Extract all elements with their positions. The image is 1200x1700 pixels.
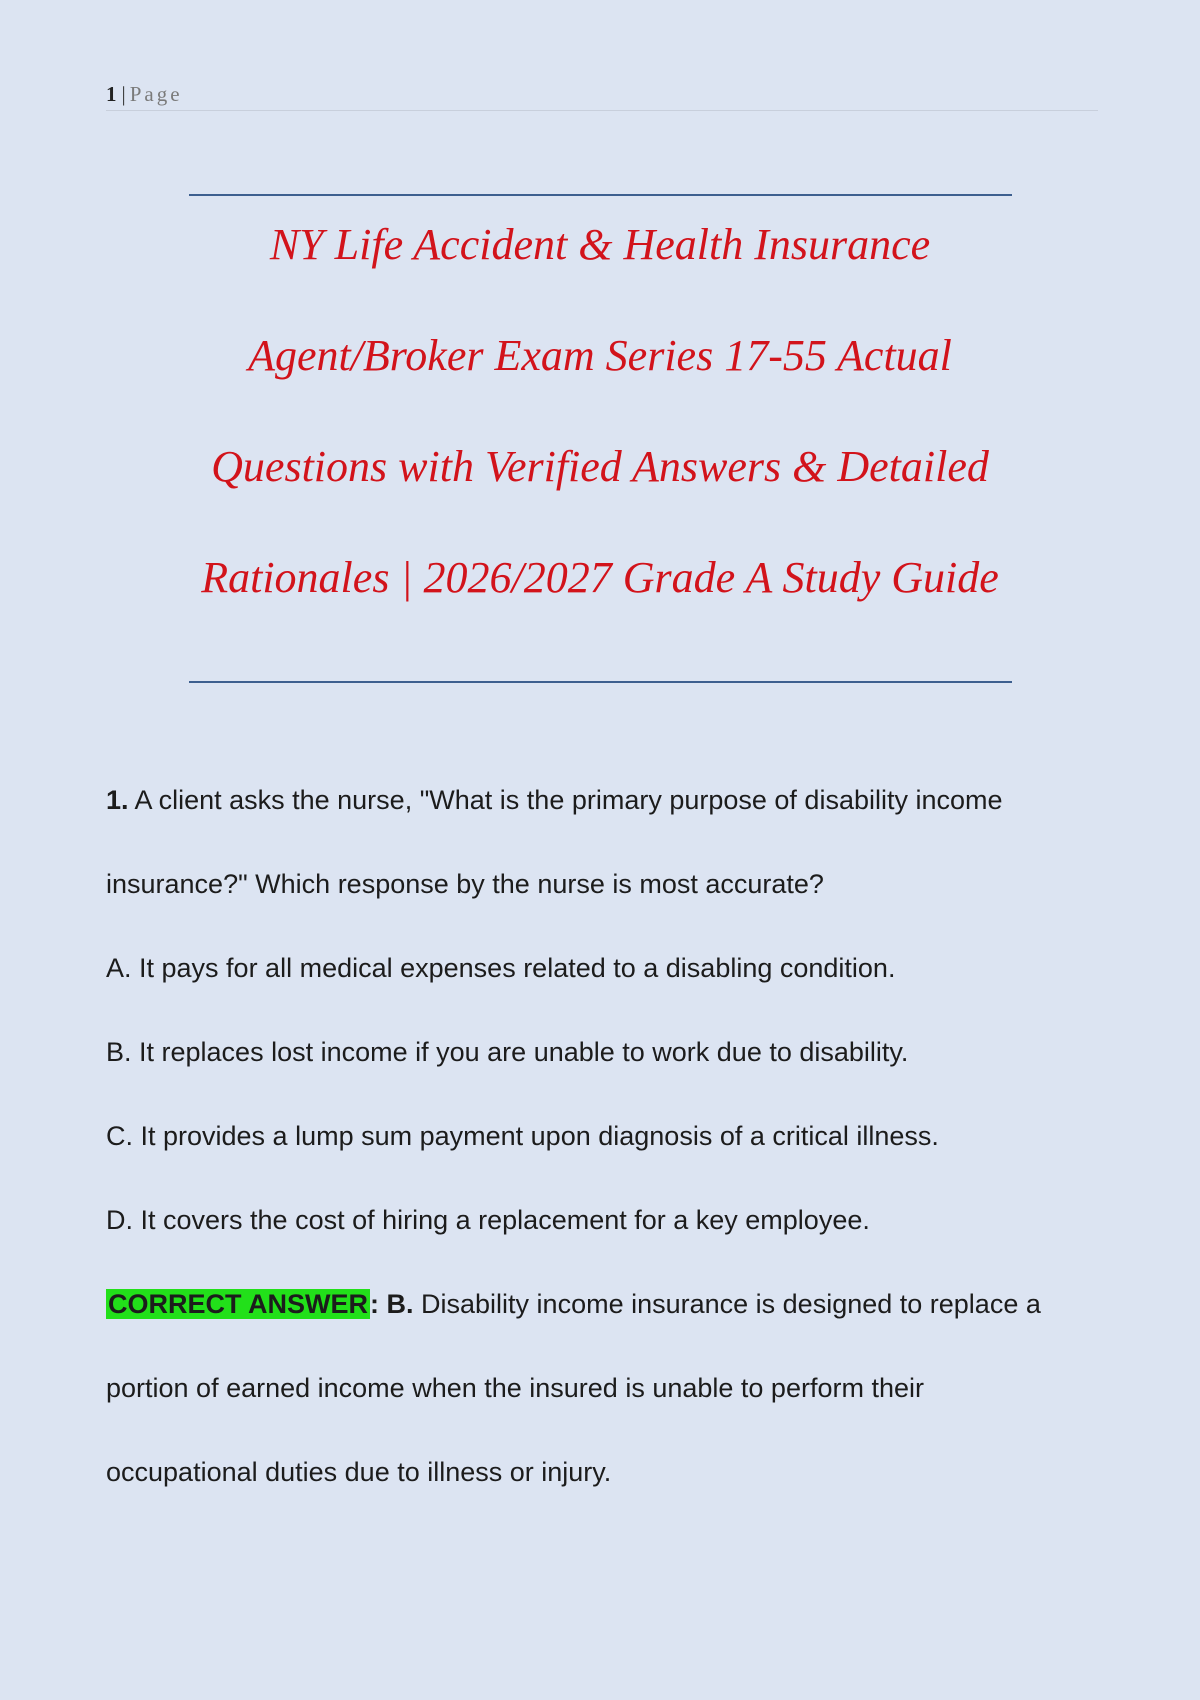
rationale-text-1: Disability income insurance is designed to replace a xyxy=(421,1289,1041,1319)
correct-answer-label: CORRECT ANSWER xyxy=(108,1289,368,1319)
answer-colon: : xyxy=(370,1289,379,1319)
page-number: 1 xyxy=(106,82,117,106)
title-line-1: NY Life Accident & Health Insurance xyxy=(269,220,931,269)
option-d: D. It covers the cost of hiring a replacement for a key employee. xyxy=(106,1205,870,1235)
page-separator: | xyxy=(121,82,126,106)
question-stem-text-1: A client asks the nurse, "What is the primary purpose of disability income xyxy=(134,785,1003,815)
rationale-line-3: occupational duties due to illness or injury. xyxy=(106,1457,612,1487)
answer-letter: B. xyxy=(386,1289,414,1319)
page-word: Page xyxy=(129,82,183,106)
title-line-4: Rationales | 2026/2027 Grade A Study Guide xyxy=(201,553,999,602)
rationale-line-2: portion of earned income when the insured is unable to perform their xyxy=(106,1373,924,1403)
page-header xyxy=(106,80,1098,111)
option-c: C. It provides a lump sum payment upon diagnosis of a critical illness. xyxy=(106,1121,939,1151)
option-a: A. It pays for all medical expenses related to a disabling condition. xyxy=(106,953,896,983)
question-stem-line-2: insurance?" Which response by the nurse is most accurate? xyxy=(106,869,824,899)
question-stem-line-1 xyxy=(106,780,1106,864)
title-line-2: Agent/Broker Exam Series 17-55 Actual xyxy=(248,331,952,380)
title-line-3: Questions with Verified Answers & Detailed xyxy=(211,442,989,491)
question-block xyxy=(106,780,1106,1536)
document-title xyxy=(100,210,1100,654)
title-top-rule xyxy=(189,194,1012,196)
title-bottom-rule xyxy=(189,681,1012,683)
question-number: 1. xyxy=(106,785,129,815)
option-b: B. It replaces lost income if you are unable to work due to disability. xyxy=(106,1037,909,1067)
answer-line xyxy=(106,1284,1106,1368)
